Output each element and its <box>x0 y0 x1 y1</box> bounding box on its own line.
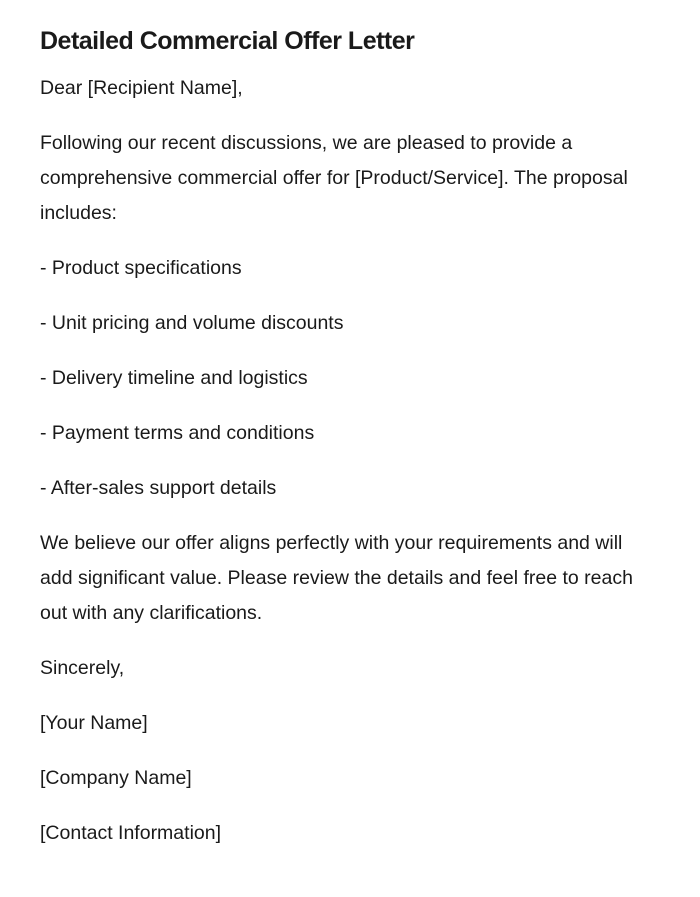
signature-company: [Company Name] <box>40 767 192 789</box>
list-item: - Payment terms and conditions <box>40 422 315 444</box>
signoff: Sincerely, <box>40 657 125 679</box>
list-item: - Delivery timeline and logistics <box>40 367 308 389</box>
signature-name: [Your Name] <box>40 712 148 734</box>
list-item: - Unit pricing and volume discounts <box>40 312 344 334</box>
closing-paragraph: We believe our offer aligns perfectly with your requirements and will add significant value. Please review the details and feel free to reach out with any clarifications. <box>40 532 633 624</box>
intro-paragraph: Following our recent discussions, we are pleased to provide a comprehensive commercial offer for [Product/Service]. The proposal includes: <box>40 132 628 224</box>
greeting: Dear [Recipient Name], <box>40 77 243 99</box>
list-item: - Product specifications <box>40 257 242 279</box>
signature-contact: [Contact Information] <box>40 822 222 844</box>
list-item: - After-sales support details <box>40 477 277 499</box>
document-title: Detailed Commercial Offer Letter <box>40 27 415 55</box>
